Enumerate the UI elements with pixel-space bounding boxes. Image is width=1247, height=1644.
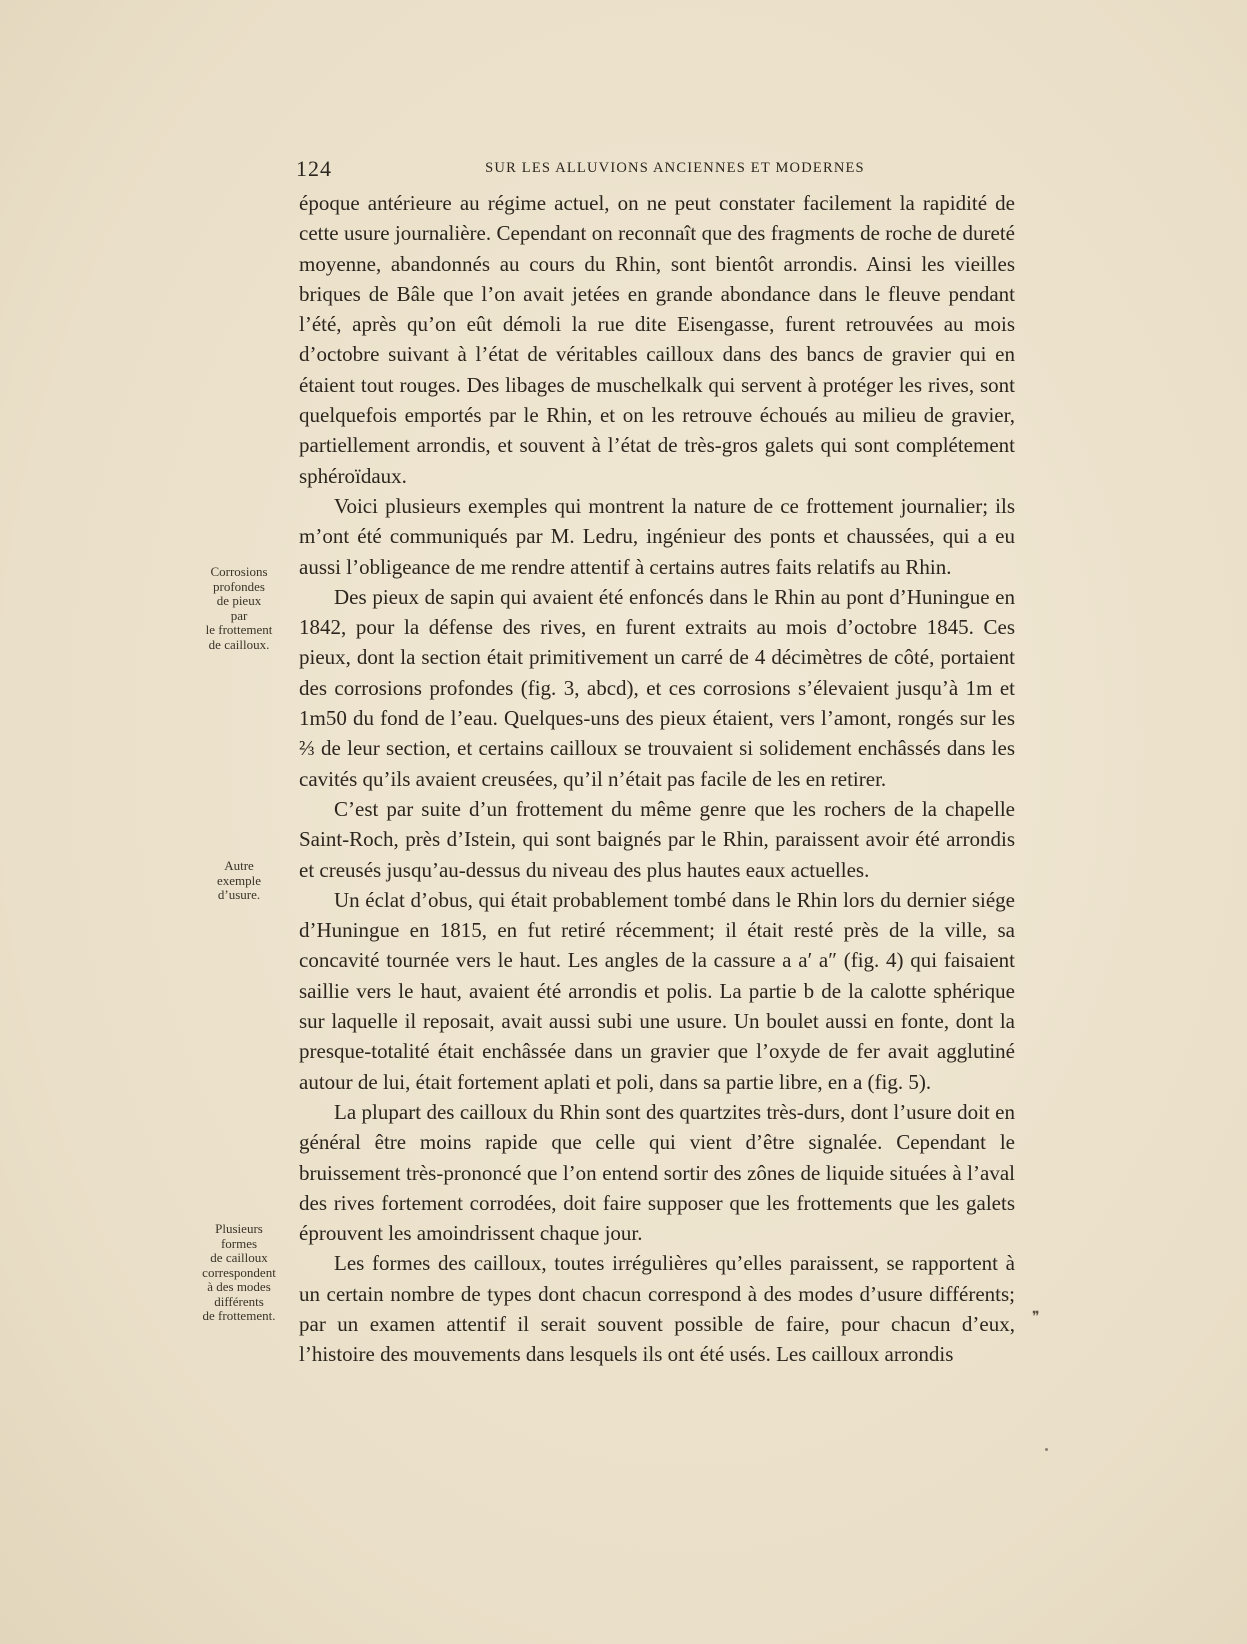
margin-note-line: correspondent [202, 1264, 276, 1280]
running-title: SUR LES ALLUVIONS ANCIENNES ET MODERNES [485, 160, 865, 176]
body-text [299, 188, 1015, 1370]
margin-note-formes [196, 1222, 282, 1324]
margin-note-line: de frottement. [202, 1308, 276, 1323]
margin-note-line: de cailloux. [208, 636, 270, 652]
paper-speck [1045, 1448, 1048, 1451]
paragraph-3: Des pieux de sapin qui avaient été enfoncés dans le Rhin au pont d’Huningue en 1842, pour la défense des rives, en furent extraits au mois d’octobre 1845. Ces pieux, dont la section était primitivement un carré de 4 décimètres de côté, portaient des corrosions profondes (fig. 3, abcd), et ces corrosions s’élevaient jusqu’à 1m et 1m50 du fond de l’eau. Quelques-uns des pieux étaient, vers l’amont, rongés sur les ⅔ de leur section, et certains cailloux se trouvaient si solidement enchâssés dans les cavités qu’ils avaient creusées, qu’il n’était pas facile de les en retirer. [299, 584, 1015, 791]
paragraph-4: C’est par suite d’un frottement du même genre que les rochers de la chapelle Saint-Roch, près d’Istein, qui sont baignés par le Rhin, paraissent avoir été arrondis et creusés jusqu’au-dessus du niveau des plus hautes eaux actuelles. [299, 796, 1015, 882]
paragraph-2: Voici plusieurs exemples qui montrent la nature de ce frottement journalier; ils m’ont été communiqués par M. Ledru, ingénieur des ponts et chaussées, qui a eu aussi l’obligeance de me rendre attentif à certains autres faits relatifs au Rhin. [299, 493, 1015, 579]
page-number: 124 [296, 156, 332, 181]
margin-note-line: par [230, 607, 248, 623]
margin-note-line: exemple [216, 872, 262, 888]
margin-note-line: Corrosions [210, 564, 268, 579]
margin-note-corrosions [196, 565, 282, 652]
margin-note-line: de cailloux [210, 1250, 268, 1265]
margin-note-line: formes [220, 1235, 258, 1251]
paragraph-5: Un éclat d’obus, qui était probablement tombé dans le Rhin lors du dernier siége d’Huningue en 1815, en fut retiré récemment; il était resté près de la ville, sa concavité tournée vers le haut. Les angles de la cassure a a′ a″ (fig. 4) qui faisaient saillie vers le haut, avaient été arrondis et polis. La partie b de la calotte sphérique sur laquelle il reposait, avait aussi subi une usure. Un boulet aussi en fonte, dont la presque-totalité était enchâssée dans un gravier que l’oxyde de fer avait agglutiné autour de lui, était fortement aplati et poli, dans sa partie libre, en a (fig. 5). [299, 887, 1015, 1094]
paragraph-1: époque antérieure au régime actuel, on ne peut constater facilement la rapidité de cette usure journalière. Cependant on reconnaît que des fragments de roche de dureté moyenne, abandonnés au cours du Rhin, sont bientôt arrondis. Ainsi les vieilles briques de Bâle que l’on avait jetées en grande abondance dans le fleuve pendant l’été, après qu’on eût démoli la rue dite Eisengasse, furent retrouvées au mois d’octobre suivant à l’état de véritables cailloux dans des bancs de gravier qui en étaient tout rouges. Des libages de muschelkalk qui servent à protéger les rives, sont quelquefois emportés par le Rhin, et on les retrouve échoués au milieu de gravier, partiellement arrondis, et souvent à l’état de très-gros galets qui sont complétement sphéroïdaux. [299, 191, 1015, 488]
margin-note-line: de pieux [216, 593, 262, 608]
paragraph-6: La plupart des cailloux du Rhin sont des quartzites très-durs, dont l’usure doit en général être moins rapide que celle qui vient d’être signalée. Cependant le bruissement très-prononcé que l’on entend sortir des zônes de liquide situées à l’aval des rives fortement corrodées, doit faire supposer que les frottements que les galets éprouvent les amoindrissent chaque jour. [299, 1099, 1015, 1246]
margin-note-line: profondes [213, 578, 265, 594]
margin-note-line: à des modes [207, 1279, 271, 1294]
printer-mark: ❞ [1032, 1310, 1040, 1325]
paragraph-7: Les formes des cailloux, toutes irrégulières qu’elles paraissent, se rapportent à un certain nombre de types dont chacun correspond à des modes d’usure différents; par un examen attentif il serait souvent possible de faire, pour chacun d’eux, l’histoire des mouvements dans lesquels ils ont été usés. Les cailloux arrondis [299, 1251, 1015, 1367]
page-header [296, 156, 1014, 182]
margin-note-line: le frottement [205, 622, 273, 637]
margin-note-line: Plusieurs [215, 1221, 263, 1236]
margin-note-line: d’usure. [217, 887, 261, 902]
margin-note-autre-exemple [196, 859, 282, 903]
margin-note-line: Autre [224, 858, 254, 873]
margin-note-line: différents [214, 1293, 264, 1309]
